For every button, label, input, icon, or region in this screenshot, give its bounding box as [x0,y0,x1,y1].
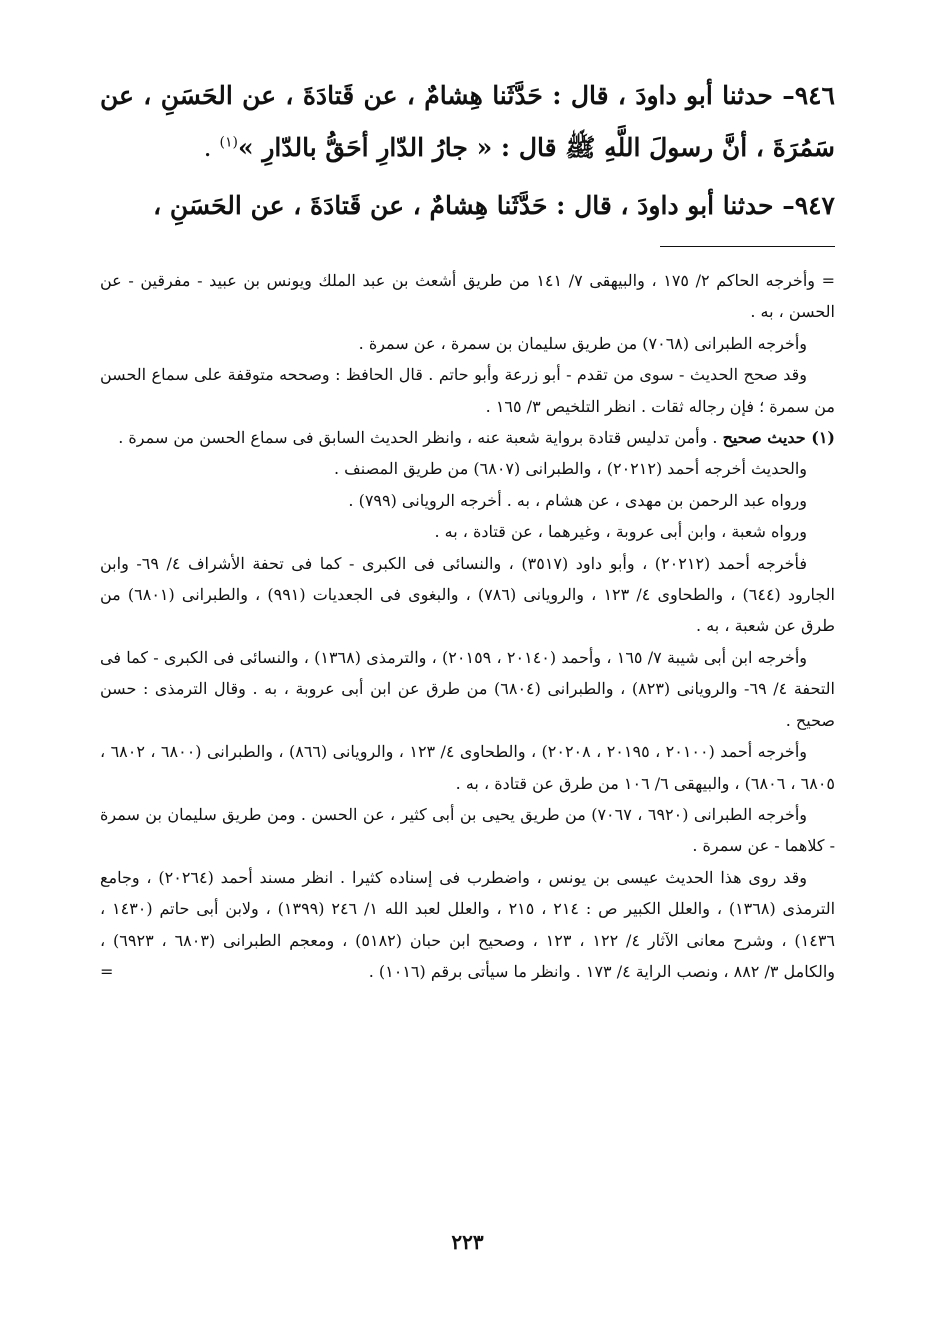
footnote-divider [660,246,835,247]
continuation-marker: = [100,961,114,981]
page-number: ٢٢٣ [451,1230,484,1254]
hadith-end: . [203,133,220,162]
page [100,70,835,1280]
hadith-text: – حدثنا أبو داودَ ، قال : حَدَّثَنا هِشامٌ ، عن قَتادَةَ ، عن الحَسَنِ ، [153,191,795,220]
hadith-946 [100,70,835,174]
footnote-paragraph: وأخرجه ابن أبى شيبة ٧/ ١٦٥ ، وأحمد (٢٠١٤٠ ، ٢٠١٥٩) ، والترمذى (١٣٦٨) ، والنسائى فى الكبرى - كما فى التحفة ٤/ ٦٩- والرويانى (٨٢٣) ، والطبرانى (٦٨٠٤) من طرق عن ابن أبى عروبة ، به . وقال الترمذى : حسن صحيح . [100,647,835,730]
hadith-947 [100,180,835,232]
hadith-number: ٩٤٧ [794,191,835,220]
footnote-text: . وأمن تدليس قتادة برواية شعبة عنه ، وانظر الحديث السابق فى سماع الحسن من سمرة . [118,428,723,448]
footnote-paragraph: = وأخرجه الحاكم ٢/ ١٧٥ ، والبيهقى ٧/ ١٤١ من طريق أشعث بن عبد الملك ويونس بن عبيد - مفرقين - عن الحسن ، به . [100,271,836,322]
footnote-1 [100,422,835,453]
footnote-paragraph: فأخرجه أحمد (٢٠٢١٢) ، وأبو داود (٣٥١٧) ، والنسائى فى الكبرى - كما فى تحفة الأشراف ٤/ ٦٩- وابن الجارود (٦٤٤) ، والطحاوى ٤/ ١٢٣ ، والرويانى (٧٨٦) ، والبغوى فى الجعديات (٩٩١) ، والطبرانى (٦٨٠١) من طرق عن شعبة ، به . [100,553,835,636]
footnote-text: وقد روى هذا الحديث عيسى بن يونس ، واضطرب فى إسناده كثيرا . انظر مسند أحمد (٢٠٢٦٤) ، وجامع الترمذى (١٣٦٨) ، والعلل الكبير ص : ٢١٤ ، ٢١٥ ، والعلل لعبد الله ١/ ٢٤٦ (١٣٩٩) ، ولابن أبى حاتم (١٤٣٠ ، ١٤٣٦) ، وشرح معانى الآثار ٤/ ١٢٢ ، ١٢٣ ، وصحيح ابن حبان (٥١٨٢) ، ومعجم الطبرانى (٦٨٠٣ ، ٦٩٢٣) ، والكامل ٣/ ٨٨٢ ، ونصب الراية ٤/ ١٧٣ . وانظر ما سيأتى برقم (١٠١٦) . [100,867,836,981]
footnote-paragraph: وقد صحح الحديث - سوى من تقدم - أبو زرعة وأبو حاتم . قال الحافظ : وصححه متوقفة على سماع الحسن من سمرة ؛ فإن رجاله ثقات . انظر التلخيص ٣/ ١٦٥ . [100,365,835,416]
footnote-paragraph: وأخرجه أحمد (٢٠١٠٠ ، ٢٠١٩٥ ، ٢٠٢٠٨) ، والطحاوى ٤/ ١٢٣ ، والرويانى (٨٦٦) ، والطبرانى (٦٨٠٠ ، ٦٨٠٢ ، ٦٨٠٥ ، ٦٨٠٦) ، والبيهقى ٦/ ١٠٦ من طرق عن قتادة ، به . [100,742,835,793]
footnote-paragraph: ورواه شعبة ، وابن أبى عروبة ، وغيرهما ، عن قتادة ، به . [434,522,807,542]
footnotes [100,265,835,987]
footnote-paragraph: والحديث أخرجه أحمد (٢٠٢١٢) ، والطبرانى (٦٨٠٧) من طريق المصنف . [334,459,807,479]
footnote-paragraph: ورواه عبد الرحمن بن مهدى ، عن هشام ، به . أخرجه الرويانى (٧٩٩) . [348,490,807,510]
hadith-text: – حدثنا أبو داودَ ، قال : حَدَّثَنا هِشامٌ ، عن قَتادَةَ ، عن الحَسَنِ ، عن سَمُرَةَ ، أنَّ رسولَ اللَّهِ ﷺ قال : « جارُ الدّارِ أحَقُّ بالدّارِ » [100,81,835,162]
footnote-grade: (١) حديث صحيح [722,428,835,448]
footnote-ref[interactable]: (١) [219,134,238,151]
footnote-paragraph-last [100,862,835,988]
hadith-number: ٩٤٦ [794,81,835,110]
footnote-paragraph: وأخرجه الطبرانى (٧٠٦٨) من طريق سليمان بن سمرة ، عن سمرة . [358,333,807,353]
footnote-paragraph: وأخرجه الطبرانى (٦٩٢٠ ، ٧٠٦٧) من طريق يحيى بن أبى كثير ، عن الحسن . ومن طريق سليمان بن سمرة - كلاهما - عن سمرة . [100,804,835,856]
